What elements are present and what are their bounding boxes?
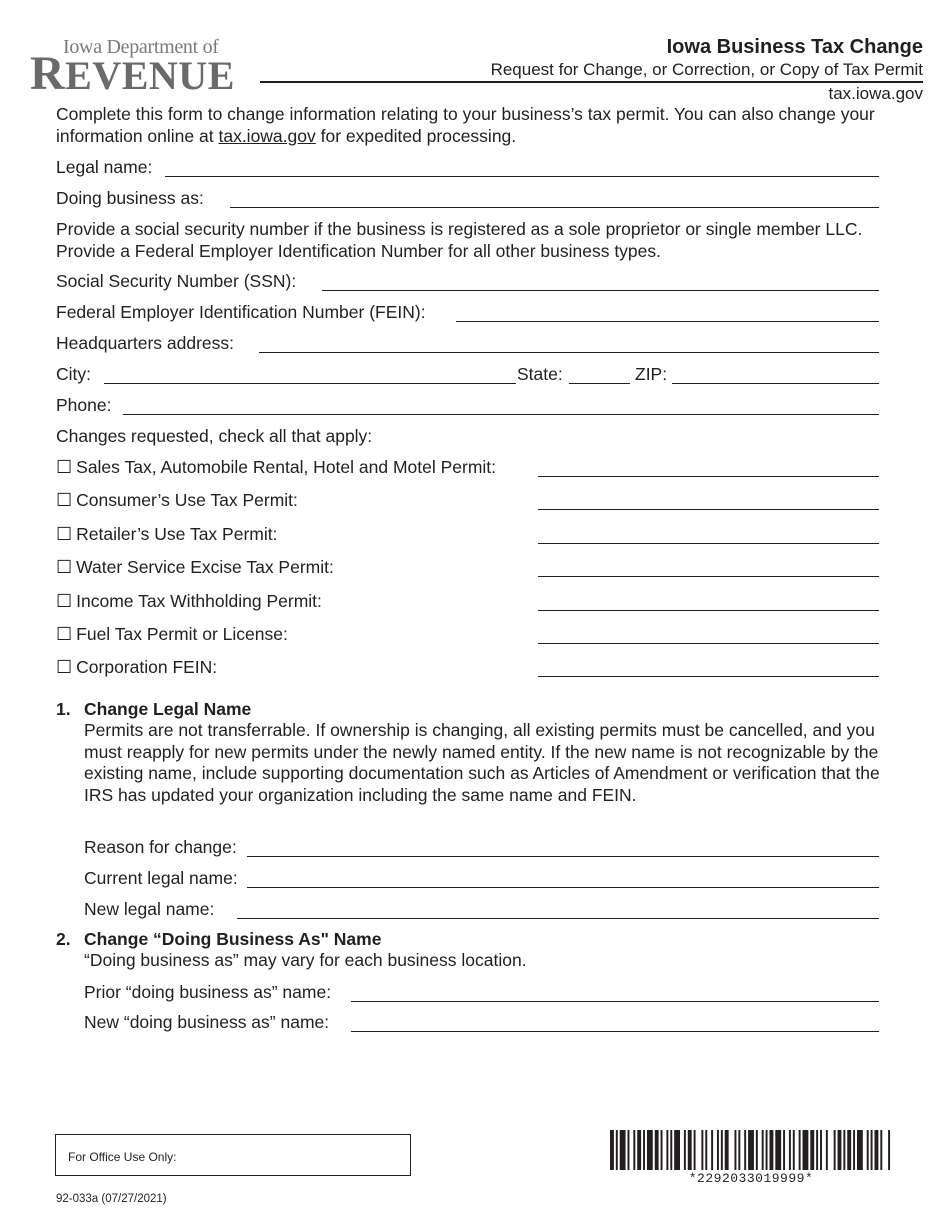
checkbox-icon[interactable]: ☐ [56,591,73,611]
iowa-revenue-logo [30,36,245,100]
change-option-fuel-tax[interactable]: ☐ Fuel Tax Permit or License: [56,624,288,644]
prior-dba-label: Prior “doing business as” name: [84,982,332,1002]
form-subtitle: Request for Change, or Correction, or Copy of Tax Permit [490,60,923,79]
city-label: City: [56,364,91,384]
change-option-consumers-use[interactable]: ☐ Consumer’s Use Tax Permit: [56,490,298,510]
intro-paragraph: Complete this form to change information relating to your business’s tax permit. You can also change your information online at tax.iowa.gov for expedited processing. [56,104,875,146]
legal-name-field[interactable] [165,176,879,177]
new-dba-field[interactable] [351,1031,879,1032]
new-legal-name-label: New legal name: [84,899,215,919]
barcode-image [610,1130,892,1170]
water-service-permit-field[interactable] [538,576,879,577]
section-1-title: Change Legal Name [84,699,252,719]
logo-revenue-text: REVENUE [30,47,235,100]
checkbox-icon[interactable]: ☐ [56,490,73,510]
barcode-number: *2292033019999* [688,1171,814,1186]
current-legal-name-field[interactable] [247,887,879,888]
consumers-use-permit-field[interactable] [538,509,879,510]
hq-address-field[interactable] [259,352,879,353]
header-website: tax.iowa.gov [828,84,923,103]
checkbox-icon[interactable]: ☐ [56,624,73,644]
phone-label: Phone: [56,395,112,415]
logo-department-text: Iowa Department of [63,36,219,58]
office-use-box [55,1134,411,1176]
state-field[interactable] [569,383,630,384]
change-option-water-service[interactable]: ☐ Water Service Excise Tax Permit: [56,557,334,577]
header-rule [260,81,923,83]
corporation-fein-field[interactable] [538,676,879,677]
form-identifier: 92-033a (07/27/2021) [56,1193,167,1205]
reason-for-change-label: Reason for change: [84,837,237,857]
dba-label: Doing business as: [56,188,204,208]
prior-dba-field[interactable] [351,1001,879,1002]
new-dba-label: New “doing business as” name: [84,1012,330,1032]
intro-link[interactable]: tax.iowa.gov [218,125,316,146]
fein-field[interactable] [456,321,879,322]
ssn-fein-instructions: Provide a social security number if the business is registered as a sole proprietor or single member LLC. Provide a Federal Employer Identification Number for all other business types. [56,219,863,261]
office-use-label: For Office Use Only: [68,1150,177,1164]
checkbox-icon[interactable]: ☐ [56,557,73,577]
new-legal-name-field[interactable] [237,918,879,919]
reason-for-change-field[interactable] [247,856,879,857]
fuel-tax-permit-field[interactable] [538,643,879,644]
retailers-use-permit-field[interactable] [538,543,879,544]
legal-name-label: Legal name: [56,157,153,177]
form-title: Iowa Business Tax Change [666,36,923,58]
city-field[interactable] [104,383,516,384]
change-option-sales-tax[interactable]: ☐ Sales Tax, Automobile Rental, Hotel and Motel Permit: [56,457,497,477]
current-legal-name-label: Current legal name: [84,868,238,888]
checkbox-icon[interactable]: ☐ [56,524,73,544]
section-1-number: 1. [56,699,71,719]
section-2-body: “Doing business as” may vary for each business location. [84,950,527,970]
section-2-number: 2. [56,929,71,949]
ssn-field[interactable] [322,290,879,291]
checkbox-icon[interactable]: ☐ [56,457,73,477]
change-option-retailers-use[interactable]: ☐ Retailer’s Use Tax Permit: [56,524,278,544]
state-label: State: [517,364,563,384]
dba-field[interactable] [230,207,879,208]
ssn-label: Social Security Number (SSN): [56,271,297,291]
change-option-withholding[interactable]: ☐ Income Tax Withholding Permit: [56,591,322,611]
change-option-corporation-fein[interactable]: ☐ Corporation FEIN: [56,657,218,677]
withholding-permit-field[interactable] [538,610,879,611]
zip-field[interactable] [672,383,879,384]
phone-field[interactable] [123,414,879,415]
fein-label: Federal Employer Identification Number (FEIN): [56,302,426,322]
checkbox-icon[interactable]: ☐ [56,657,73,677]
section-2-title: Change “Doing Business As" Name [84,929,382,949]
zip-label: ZIP: [635,364,668,384]
changes-heading: Changes requested, check all that apply: [56,426,373,446]
section-1-body: Permits are not transferrable. If ownership is changing, all existing permits must be cancelled, and you must reapply for new permits under the newly named entity. If the new name is not recognizable by the existing name, include supporting documentation such as Articles of Amendment or verification that the IRS has updated your organization including the same name and FEIN. [84,720,880,805]
sales-tax-permit-field[interactable] [538,476,879,477]
hq-address-label: Headquarters address: [56,333,235,353]
